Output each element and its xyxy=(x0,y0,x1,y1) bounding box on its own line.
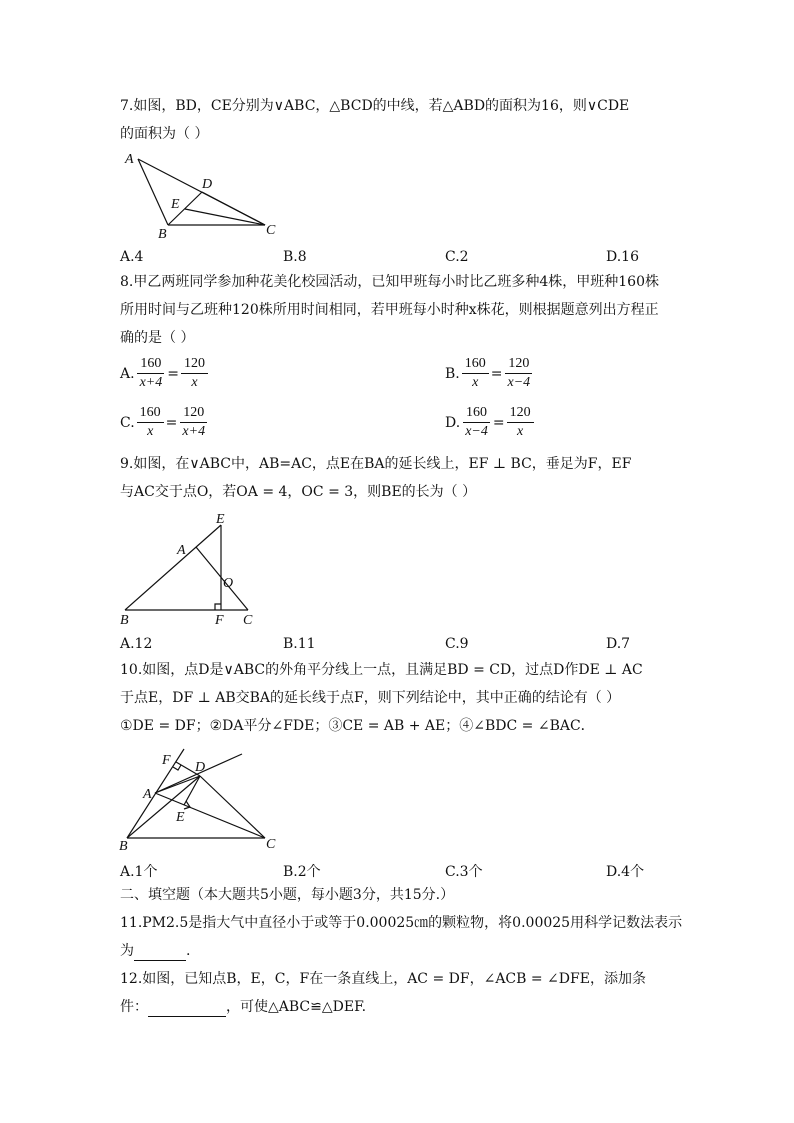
q8-option-a-right-fraction xyxy=(181,356,208,391)
q9-label-f: F xyxy=(215,613,224,628)
q7-label-b: B xyxy=(158,227,167,240)
q7-label-c: C xyxy=(266,223,276,238)
q10-option-c[interactable]: C.3个 xyxy=(445,864,483,880)
q8-option-b-left-fraction xyxy=(462,356,489,391)
q8-option-a-right-denominator: x xyxy=(191,375,198,390)
q8-option-d-left-numerator: 160 xyxy=(463,405,490,423)
q8-option-d-equals: = xyxy=(492,414,505,431)
q8-option-c-right-numerator: 120 xyxy=(180,405,207,423)
q10-line2: 于点E，DF ⊥ AB交BA的延长线于点F，则下列结论中，其中正确的结论有（ ） xyxy=(120,690,621,706)
q8-option-a-left-numerator: 160 xyxy=(137,356,164,374)
q8-option-b-label: B. xyxy=(445,365,460,382)
q8-option-d-right-numerator: 120 xyxy=(507,405,534,423)
q8-option-c-right-denominator: x+4 xyxy=(182,424,206,439)
q10-label-e: E xyxy=(176,810,185,825)
q8-option-c-label: C. xyxy=(120,414,135,431)
q8-option-b-right-denominator: x−4 xyxy=(507,375,531,390)
q9-option-a[interactable]: A.12 xyxy=(120,636,153,652)
q7-label-e: E xyxy=(171,197,180,212)
q11-line2 xyxy=(120,941,190,961)
q10-label-f: F xyxy=(162,753,171,768)
q9-label-e: E xyxy=(216,512,225,527)
section2-heading: 二、填空题（本大题共5小题，每小题3分，共15分.） xyxy=(120,887,455,903)
q9-option-b[interactable]: B.11 xyxy=(283,636,316,652)
q10-option-b[interactable]: B.2个 xyxy=(283,864,321,880)
q8-option-c-equals: = xyxy=(165,414,178,431)
q8-option-d-label: D. xyxy=(445,414,461,431)
q7-label-a: A xyxy=(125,152,134,167)
q8-option-c[interactable] xyxy=(120,405,210,440)
q10-label-b: B xyxy=(119,839,128,854)
q8-option-a[interactable] xyxy=(120,356,210,391)
q8-option-a-equals: = xyxy=(167,365,179,382)
q8-option-c-left-numerator: 160 xyxy=(137,405,164,423)
q12-line2 xyxy=(120,997,366,1017)
q11-line1: 11.PM2.5是指大气中直径小于或等于0.00025㎝的颗粒物，将0.00025用科学记数法表示 xyxy=(120,915,683,931)
q9-label-b: B xyxy=(120,613,129,628)
q11-answer-blank[interactable] xyxy=(134,944,186,961)
q10-option-d[interactable]: D.4个 xyxy=(606,864,645,880)
q7-line1: 7.如图，BD，CE分别为∨ABC，△BCD的中线，若△ABD的面积为16，则∨CDE xyxy=(120,98,630,114)
q8-option-c-left-denominator: x xyxy=(147,424,154,439)
q9-line2: 与AC交于点O，若OA = 4，OC = 3，则BE的长为（ ） xyxy=(120,484,477,500)
q7-line2: 的面积为（ ） xyxy=(120,126,209,142)
q8-option-a-right-numerator: 120 xyxy=(181,356,208,374)
q10-line1: 10.如图，点D是∨ABC的外角平分线上一点，且满足BD = CD，过点D作DE ⊥ AC xyxy=(120,662,643,678)
q8-option-b-right-fraction xyxy=(504,356,533,391)
q8-option-d-right-fraction xyxy=(507,405,534,440)
q8-option-b-left-denominator: x xyxy=(472,375,479,390)
q8-option-d-left-denominator: x−4 xyxy=(465,424,488,439)
q7-option-b[interactable]: B.8 xyxy=(283,249,307,265)
q8-option-b-right-numerator: 120 xyxy=(505,356,532,374)
q11-line2-prefix: 为 xyxy=(120,943,134,959)
q10-figure xyxy=(114,746,294,854)
q9-label-a: A xyxy=(177,543,186,558)
q7-label-d: D xyxy=(202,177,213,192)
q8-option-c-left-fraction xyxy=(137,405,164,440)
q8-option-b-equals: = xyxy=(490,365,503,382)
q9-figure xyxy=(116,510,266,628)
q7-option-c[interactable]: C.2 xyxy=(445,249,469,265)
q10-label-d: D xyxy=(195,760,206,775)
q12-line2-suffix: ，可使△ABC≌△DEF. xyxy=(226,999,367,1015)
q7-option-a[interactable]: A.4 xyxy=(120,249,144,265)
q8-line2: 所用时间与乙班种120株所用时间相同，若甲班每小时种x株花，则根据题意列出方程正 xyxy=(120,302,659,318)
q12-line2-prefix: 件： xyxy=(120,999,148,1015)
q7-option-d[interactable]: D.16 xyxy=(606,249,639,265)
q10-label-c: C xyxy=(266,837,276,852)
q12-line1: 12.如图，已知点B，E，C，F在一条直线上，AC = DF，∠ACB = ∠DFE，添加条 xyxy=(120,971,646,987)
q9-label-o: O xyxy=(223,576,234,591)
q8-option-d-left-fraction xyxy=(462,405,491,440)
q9-option-c[interactable]: C.9 xyxy=(445,636,469,652)
q10-option-a[interactable]: A.1个 xyxy=(120,864,158,880)
q8-option-d-right-denominator: x xyxy=(516,424,524,439)
q8-line1: 8.甲乙两班同学参加种花美化校园活动，已知甲班每小时比乙班多种4株，甲班种160株 xyxy=(120,274,659,290)
q11-line2-suffix: . xyxy=(186,943,191,959)
q9-option-d[interactable]: D.7 xyxy=(606,636,631,652)
q7-figure xyxy=(118,148,298,240)
q12-answer-blank[interactable] xyxy=(148,1000,226,1017)
q8-option-d[interactable] xyxy=(445,405,536,440)
q8-option-c-right-fraction xyxy=(179,405,208,440)
q8-line3: 确的是（ ） xyxy=(120,330,195,346)
q10-line3: ①DE = DF；②DA平分∠FDE；③CE = AB + AE；④∠BDC = ∠BAC． xyxy=(120,718,595,734)
q8-option-a-left-denominator: x+4 xyxy=(139,375,163,390)
q10-label-a: A xyxy=(143,787,152,802)
q8-option-b[interactable] xyxy=(445,356,535,391)
q8-option-a-left-fraction xyxy=(137,356,166,391)
q9-label-c: C xyxy=(243,613,253,628)
q8-option-b-left-numerator: 160 xyxy=(462,356,489,374)
q8-option-a-label: A. xyxy=(120,365,135,382)
q9-line1: 9.如图，在∨ABC中，AB=AC，点E在BA的延长线上，EF ⊥ BC，垂足为F，EF xyxy=(120,456,632,472)
